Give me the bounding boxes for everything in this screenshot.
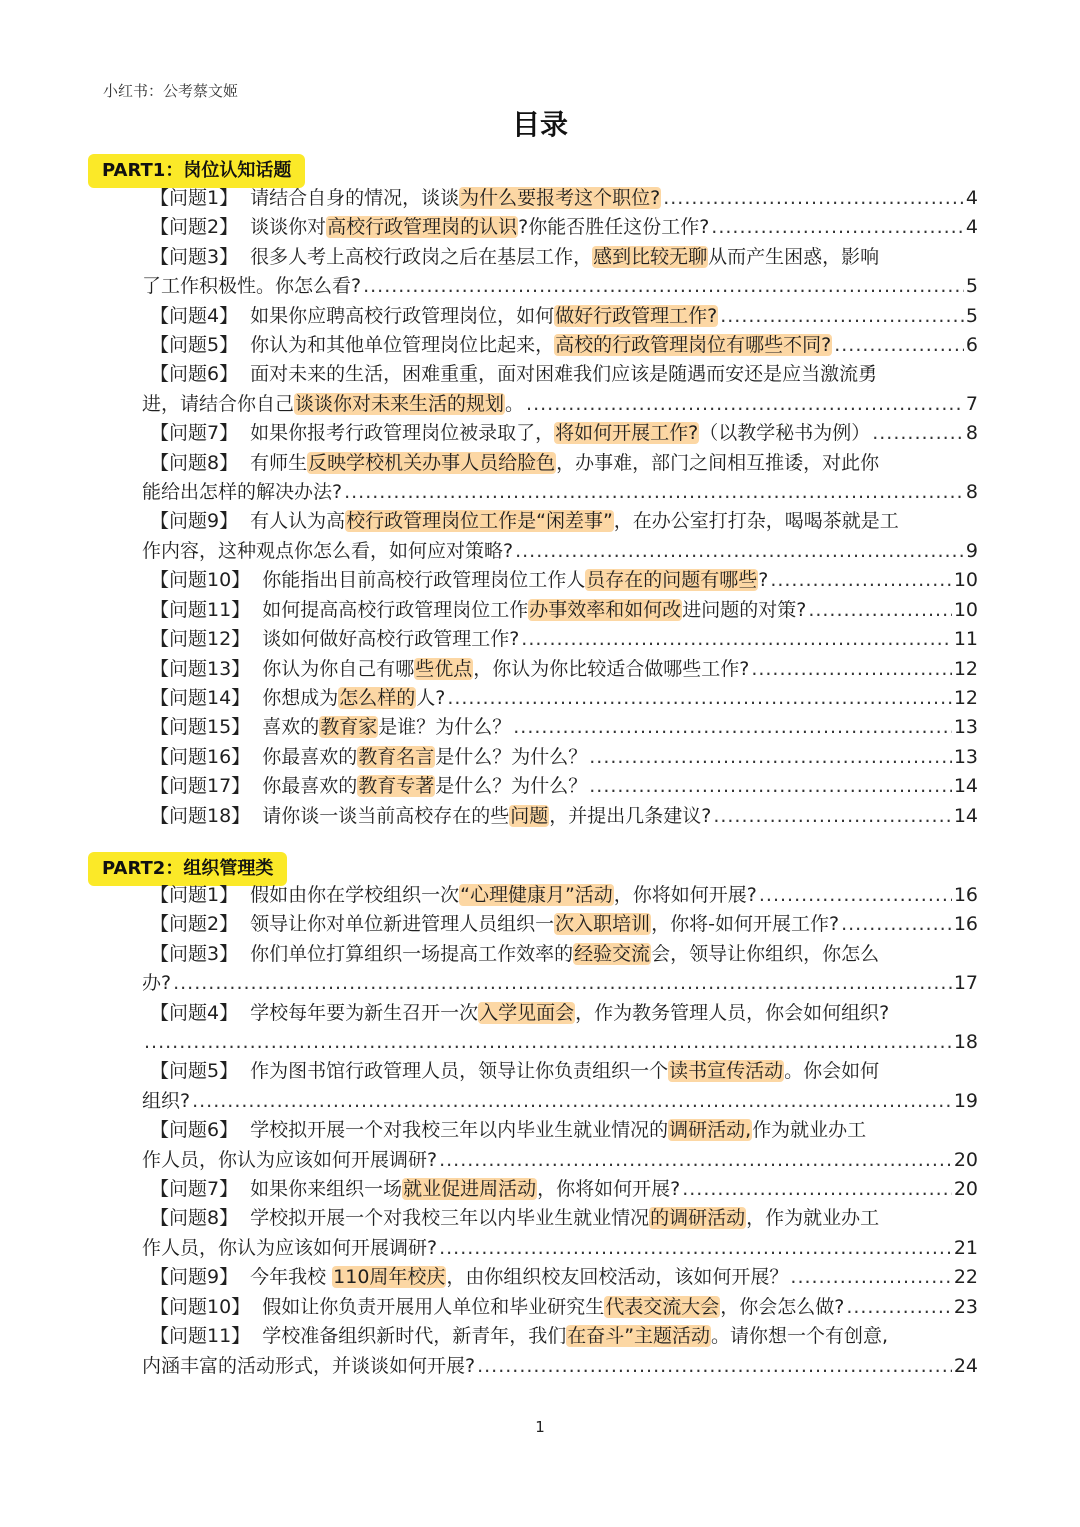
entry-text: 喜欢的 [262,716,320,739]
highlighted-text: 些优点 [415,657,473,680]
question-number: 【问题8】 [150,451,239,474]
page-ref: 12 [953,686,978,709]
toc-entry-line [142,596,978,625]
entry-text: 。请你想一个有创意, [711,1325,889,1348]
toc-entry-line [142,331,978,360]
toc-entry[interactable] [142,243,978,302]
question-number: 【问题7】 [150,422,239,445]
watermark: 小红书：公考蔡文姬 [103,82,239,100]
highlighted-text: 入学见面会 [479,1001,575,1024]
entry-text: 如果你来组织一场 [250,1178,403,1201]
entry-text: 假如由你在学校组织一次 [250,884,460,906]
highlighted-text: 高校的行政管理岗位有哪些不同? [555,334,832,357]
toc-entry[interactable] [142,1263,978,1292]
leader-dots [144,1028,952,1057]
page-ref: 8 [965,422,978,445]
leader-dots [477,1352,952,1381]
question-number: 【问题5】 [150,334,239,357]
page-ref: 4 [965,216,978,239]
toc-entry-line [142,1263,978,1292]
leader-dots [439,1146,952,1175]
toc-entry[interactable] [142,999,978,1058]
toc-entry[interactable] [142,1175,978,1204]
page-number: 1 [535,1418,545,1436]
toc-entry[interactable] [142,625,978,654]
question-text [142,537,513,566]
toc-entry-line [142,969,978,998]
question-text [250,943,879,965]
page-ref: 19 [953,1089,978,1112]
toc-entry[interactable] [142,213,978,242]
page-ref: 20 [953,1148,978,1171]
entry-text: ，作为教务管理人员，你会如何组织? [575,1001,890,1024]
entry-text: 会，领导让你组织，你怎么 [651,942,880,965]
toc-entry[interactable] [142,802,978,831]
question-text [250,363,877,385]
entry-text: 你最喜欢的 [262,745,358,768]
entry-text: ，在办公室打打杂，喝喝茶就是工 [613,510,899,533]
entry-text: 能给出怎样的解决办法? [142,481,343,504]
entry-text: 你们单位打算组织一场提高工作效率的 [250,942,574,965]
entry-text: 学校每年要为新生召开一次 [250,1001,479,1024]
leader-dots [713,802,952,831]
entry-text: ，由你组织校友回校活动，该如何开展？ [446,1266,789,1289]
highlighted-text: 教育家 [320,716,378,739]
page-ref: 21 [953,1236,978,1259]
entry-text: 内涵丰富的活动形式，并谈谈如何开展? [142,1354,476,1377]
question-number: 【问题2】 [150,216,239,239]
highlighted-text: 就业促进周活动 [403,1178,537,1201]
leader-dots [173,969,952,998]
entry-text: 组织? [142,1089,191,1112]
entry-text: 学校准备组织新时代，新青年，我们 [262,1325,567,1348]
entry-text: 如果你应聘高校行政管理岗位，如何 [250,304,555,327]
question-number: 【问题6】 [150,1119,239,1142]
highlighted-text: 将如何开展工作? [555,422,699,445]
toc-entry-line [142,537,978,566]
page-ref: 6 [965,334,978,357]
page-ref: 18 [953,1031,978,1054]
question-number: 【问题6】 [150,363,239,386]
question-text [262,802,711,831]
entry-text: ，办事难，部门之间相互推诿，对此你 [556,451,880,474]
toc-entry-line [142,184,978,213]
question-number: 【问题11】 [150,1325,251,1348]
question-text [262,1325,888,1347]
entry-text: 作人员，你认为应该如何开展调研? [142,1236,438,1259]
question-text [142,1146,437,1175]
leader-dots [872,419,964,448]
entry-text: 作为图书馆行政管理人员，领导让你负责组织一个 [250,1060,669,1083]
toc-entry[interactable] [142,713,978,742]
question-text [142,478,342,507]
page-ref: 22 [953,1266,978,1289]
toc-entry-line [142,390,978,419]
highlighted-text: 110周年校庆 [333,1266,446,1289]
entry-text: 从而产生困惑，影响 [708,245,880,268]
toc-entry-line [142,1204,978,1233]
entry-text: 请你谈一谈当前高校存在的些 [262,804,510,827]
question-text [142,272,361,301]
question-text [250,1060,879,1082]
question-number: 【问题5】 [150,1060,239,1083]
toc-entry-line [142,566,978,595]
entry-text: ，你将如何开展? [537,1178,681,1201]
page-ref: 14 [953,804,978,827]
leader-dots [663,184,964,213]
entry-text: ，你认为你比较适合做哪些工作? [473,657,750,680]
leader-dots [515,537,964,566]
toc-entry[interactable] [142,184,978,213]
leader-dots [521,625,952,654]
leader-dots [808,596,952,625]
highlighted-text: 谈谈你对未来生活的规划 [295,392,505,415]
entry-text: 如果你报考行政管理岗位被录取了， [250,422,555,445]
question-text [262,655,749,684]
toc-entry-line [142,772,978,801]
entry-text: 学校拟开展一个对我校三年以内毕业生就业情况的 [250,1119,669,1142]
question-number: 【问题3】 [150,245,239,268]
toc-entry[interactable] [142,360,978,419]
toc-entry[interactable] [142,566,978,595]
entry-text: 你最喜欢的 [262,775,358,798]
toc-entry[interactable] [142,684,978,713]
highlighted-text: 高校行政管理岗的认识 [327,216,518,239]
question-number: 【问题4】 [150,304,239,327]
entry-text: 有人认为高 [250,510,346,533]
toc-entry-line [142,1057,978,1086]
toc-entry-line [142,1352,978,1381]
toc-entry-line [142,302,978,331]
toc-entry[interactable] [142,596,978,625]
leader-dots [526,390,964,419]
toc-entry[interactable] [142,655,978,684]
toc-entry[interactable] [142,940,978,999]
entry-text: 办? [142,972,172,995]
question-text [250,1119,866,1141]
question-number: 【问题11】 [150,598,251,621]
leader-dots [834,331,964,360]
entry-text: 今年我校 [250,1266,333,1289]
entry-text: 人? [416,686,446,709]
toc-entry-line [142,713,978,742]
toc-entry[interactable] [142,449,978,508]
entry-text: 如何提高高校行政管理岗位工作 [262,598,529,621]
question-number: 【问题18】 [150,804,251,827]
entry-text: 谈谈你对 [250,216,327,239]
page-ref: 23 [953,1295,978,1318]
leader-dots [720,302,964,331]
page-ref: 24 [953,1354,978,1377]
question-number: 【问题2】 [150,913,239,936]
highlighted-text: 次入职培训 [555,913,651,936]
question-text [250,331,832,360]
entry-text: ，作为就业办工 [746,1207,880,1230]
question-number: 【问题13】 [150,657,251,680]
page-ref: 16 [953,913,978,936]
toc-entry-line [142,478,978,507]
question-number: 【问题8】 [150,1207,239,1230]
toc-entry[interactable] [142,507,978,566]
page-ref: 16 [953,884,978,906]
toc-entry-line [142,272,978,301]
entry-text: 进，请结合你自己 [142,392,295,415]
question-number: 【问题3】 [150,942,239,965]
toc-entry-line [142,507,978,536]
question-text [262,772,587,801]
entry-text: 谈如何做好高校行政管理工作? [262,628,520,651]
leader-dots [841,910,952,939]
leader-dots [447,684,952,713]
page-ref: 13 [953,745,978,768]
question-text [262,596,806,625]
section-header-part1: PART1：岗位认知话题 [88,154,305,188]
toc-entry-line [142,684,978,713]
page-ref: 9 [965,539,978,562]
toc-list-part2 [142,881,978,1381]
entry-text: 你能指出目前高校行政管理岗位工作人 [262,569,586,592]
toc-entry-line [142,360,978,389]
leader-dots [344,478,964,507]
toc-entry[interactable] [142,1322,978,1381]
highlighted-text: 读书宣传活动 [669,1060,784,1083]
toc-entry-line [142,1175,978,1204]
question-number: 【问题10】 [150,1295,251,1318]
question-text [250,881,757,910]
page-ref: 14 [953,775,978,798]
question-number: 【问题4】 [150,1001,239,1024]
toc-entry[interactable] [142,910,978,939]
highlighted-text: 问题 [510,804,549,827]
leader-dots [439,1234,952,1263]
entry-text: ?你能否胜任这份工作? [518,216,710,239]
entry-text: 作内容，这种观点你怎么看，如何应对策略? [142,539,514,562]
leader-dots [682,1175,952,1204]
question-text [250,419,870,448]
question-text [142,390,524,419]
question-number: 【问题17】 [150,775,251,798]
question-number: 【问题1】 [150,187,239,209]
highlighted-text: 为什么要报考这个职位? [460,187,661,209]
question-text [262,1293,844,1322]
toc-entry[interactable] [142,331,978,360]
toc-entry-line [142,1322,978,1351]
toc-entry[interactable] [142,302,978,331]
toc-entry[interactable] [142,1057,978,1116]
highlighted-text: 代表交流大会 [605,1295,720,1318]
question-text [262,684,445,713]
highlighted-text: 怎么样的 [339,686,416,709]
question-number: 【问题15】 [150,716,251,739]
entry-text: ? [758,569,769,592]
question-text [250,452,879,474]
toc-entry[interactable] [142,772,978,801]
question-text [250,1263,788,1292]
question-number: 【问题12】 [150,628,251,651]
toc-entry-line [142,449,978,478]
leader-dots [770,566,952,595]
question-number: 【问题14】 [150,686,251,709]
toc-entry[interactable] [142,1116,978,1175]
leader-dots [192,1087,952,1116]
question-text [250,184,661,213]
entry-text: ，并提出几条建议? [549,804,712,827]
entry-text: 领导让你对单位新进管理人员组织一 [250,913,555,936]
question-text [250,246,879,268]
highlighted-text: 在奋斗”主题活动 [567,1325,711,1348]
question-number: 【问题10】 [150,569,251,592]
entry-text: 假如让你负责开展用人单位和毕业研究生 [262,1295,605,1318]
entry-text: ，你将-如何开展工作? [651,913,840,936]
question-text [250,1175,680,1204]
highlighted-text: “心理健康月”活动 [460,884,613,906]
entry-text: 是谁？为什么？ [378,716,512,739]
page-ref: 7 [965,392,978,415]
entry-text: 你想成为 [262,686,339,709]
highlighted-text: 反映学校机关办事人员给脸色 [308,451,556,474]
toc-entry-line [142,802,978,831]
page-ref: 11 [953,628,978,651]
toc-entry-line [142,1116,978,1145]
highlighted-text: 办事效率和如何改 [529,598,682,621]
page-title: 目录 [511,108,568,141]
entry-text: ，你将如何开展? [613,884,757,906]
toc-entry-line [142,1293,978,1322]
page-ref: 12 [953,657,978,680]
entry-text: 学校拟开展一个对我校三年以内毕业生就业情况 [250,1207,650,1230]
question-number: 【问题16】 [150,745,251,768]
entry-text: 你认为你自己有哪 [262,657,415,680]
question-text [250,213,709,242]
entry-text: 很多人考上高校行政岗之后在基层工作， [250,245,593,268]
leader-dots [790,1263,951,1292]
entry-text: 你认为和其他单位管理岗位比起来， [250,334,555,357]
question-text [142,1234,437,1263]
page-ref: 8 [965,481,978,504]
entry-text: 进问题的对策? [682,598,807,621]
page-ref: 17 [953,972,978,995]
toc-entry[interactable] [142,419,978,448]
question-text [250,510,899,532]
toc-entry-line [142,419,978,448]
highlighted-text: 教育名言 [358,745,435,768]
entry-text: 作为就业办工 [752,1119,867,1142]
highlighted-text: 调研活动, [669,1119,752,1142]
page-ref: 10 [953,598,978,621]
highlighted-text: 做好行政管理工作? [555,304,718,327]
toc-entry-line [142,940,978,969]
leader-dots [751,655,952,684]
question-text [250,910,839,939]
question-text [250,1207,879,1229]
toc-list-part1 [142,184,978,831]
highlighted-text: 感到比较无聊 [593,245,708,268]
leader-dots [846,1293,952,1322]
entry-text: 。 [505,392,525,415]
toc-entry-line [142,1087,978,1116]
entry-text: 有师生 [250,451,308,474]
question-text [262,743,587,772]
question-text [142,1087,190,1116]
leader-dots [759,881,952,910]
page-ref: 5 [965,304,978,327]
toc-entry[interactable] [142,1204,978,1263]
toc-entry-line [142,625,978,654]
entry-text: 。你会如何 [784,1060,880,1083]
entry-text: ，你会怎么做? [720,1295,845,1318]
question-text [262,625,519,654]
entry-text: 作人员，你认为应该如何开展调研? [142,1148,438,1171]
highlighted-text: 教育专著 [358,775,435,798]
entry-text: 请结合自身的情况，谈谈 [250,187,460,209]
toc-entry[interactable] [142,1293,978,1322]
toc-entry[interactable] [142,881,978,910]
leader-dots [513,713,952,742]
toc-entry-line [142,881,978,910]
leader-dots [363,272,964,301]
question-text [262,713,511,742]
page-ref: 4 [965,187,978,209]
question-number: 【问题1】 [150,884,239,906]
entry-text: 面对未来的生活，困难重重，面对困难我们应该是随遇而安还是应当激流勇 [250,363,878,386]
page-ref: 13 [953,716,978,739]
page-ref: 20 [953,1178,978,1201]
toc-entry-line [142,213,978,242]
entry-text: （以教学秘书为例） [699,422,871,445]
toc-entry-line [142,1028,978,1057]
page-ref: 5 [965,275,978,298]
question-number: 【问题7】 [150,1178,239,1201]
question-text [250,1002,889,1024]
toc-entry[interactable] [142,743,978,772]
toc-entry-line [142,655,978,684]
question-number: 【问题9】 [150,1266,239,1289]
question-number: 【问题9】 [150,510,239,533]
entry-text: 是什么？为什么？ [435,775,588,798]
section-header-part2: PART2：组织管理类 [88,852,287,886]
leader-dots [589,772,952,801]
toc-entry-line [142,1146,978,1175]
page-ref: 10 [953,569,978,592]
question-text [262,566,768,595]
leader-dots [589,743,952,772]
question-text [142,1352,475,1381]
toc-entry-line [142,999,978,1028]
toc-entry-line [142,243,978,272]
highlighted-text: 员存在的问题有哪些 [586,569,758,592]
entry-text: 是什么？为什么？ [435,745,588,768]
toc-entry-line [142,1234,978,1263]
highlighted-text: 校行政管理岗位工作是“闲差事” [346,510,613,533]
question-text [142,969,171,998]
toc-entry-line [142,743,978,772]
leader-dots [711,213,964,242]
highlighted-text: 经验交流 [574,942,651,965]
highlighted-text: 的调研活动 [650,1207,746,1230]
entry-text: 了工作积极性。你怎么看? [142,275,362,298]
toc-entry-line [142,910,978,939]
question-text [250,302,718,331]
